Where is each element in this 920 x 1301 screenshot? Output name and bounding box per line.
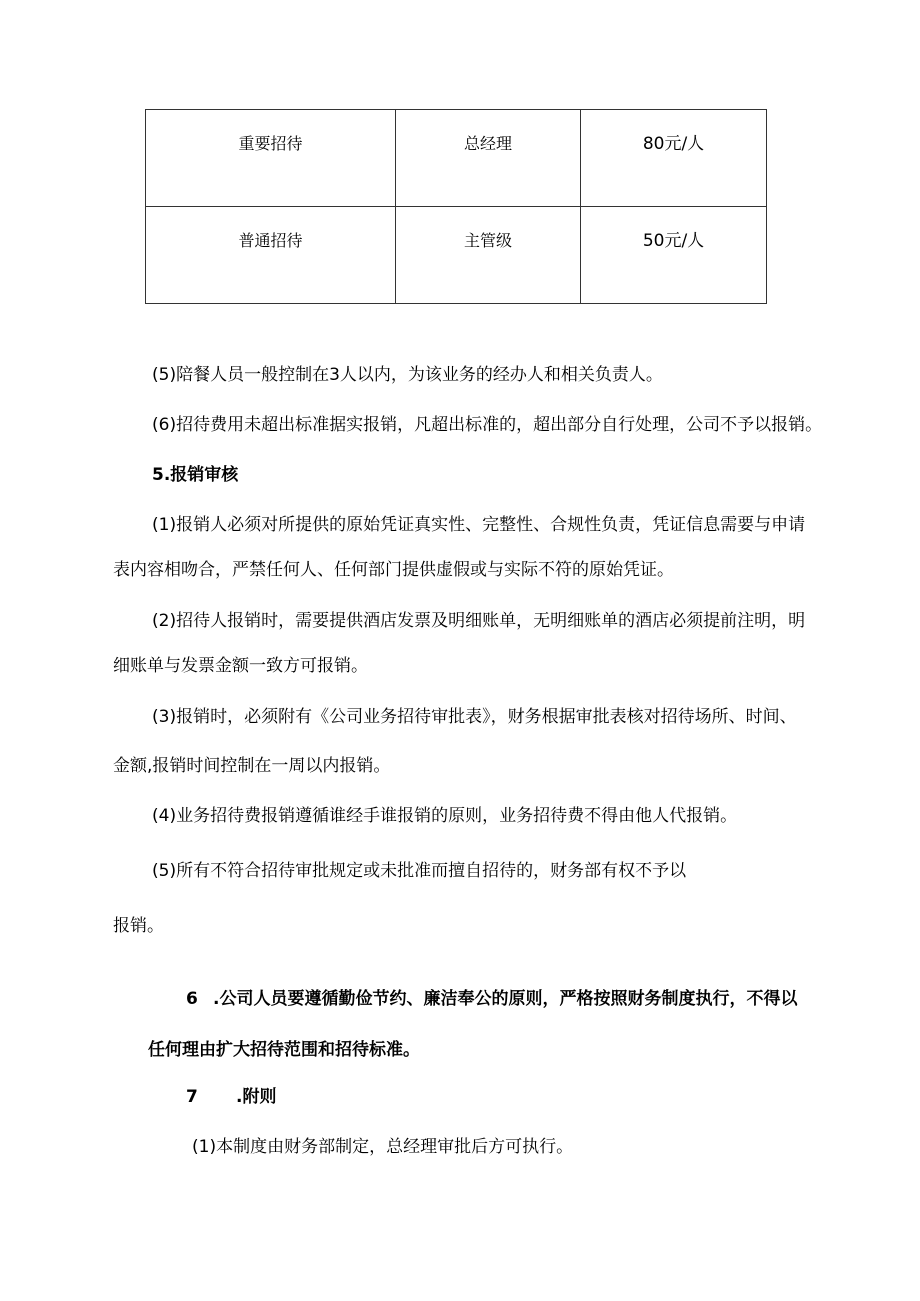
paragraph-r1-line2: 表内容相吻合，严禁任何人、任何部门提供虚假或与实际不符的原始凭证。 (113, 560, 674, 580)
paragraph-f1: (1)本制度由财务部制定，总经理审批后方可执行。 (192, 1137, 574, 1157)
section-number-7: 7 (186, 1087, 198, 1107)
paragraph-r3-line2: 金额,报销时间控制在一周以内报销。 (113, 756, 391, 776)
paragraph-r2-line1: (2)招待人报销时，需要提供酒店发票及明细账单，无明细账单的酒店必须提前注明，明 (152, 611, 806, 631)
table-cell-limit: 50元/人 (581, 207, 767, 304)
table-row (146, 207, 767, 304)
section-heading-6-line1: .公司人员要遵循勤俭节约、廉洁奉公的原则，严格按照财务制度执行，不得以 (213, 989, 798, 1009)
paragraph-6: (6)招待费用未超出标准据实报销，凡超出标准的，超出部分自行处理，公司不予以报销。 (152, 415, 823, 435)
table-cell-type: 重要招待 (146, 110, 396, 207)
paragraph-r1-line1: (1)报销人必须对所提供的原始凭证真实性、完整性、合规性负责，凭证信息需要与申请 (152, 515, 806, 535)
section-heading-5: 5.报销审核 (152, 465, 239, 485)
paragraph-r2-line2: 细账单与发票金额一致方可报销。 (113, 656, 368, 676)
table-cell-level: 总经理 (396, 110, 581, 207)
section-number-6: 6 (186, 989, 198, 1009)
paragraph-r5-line1: (5)所有不符合招待审批规定或未批准而擅自招待的，财务部有权不予以 (152, 861, 687, 881)
table-cell-limit: 80元/人 (581, 110, 767, 207)
table-cell-level: 主管级 (396, 207, 581, 304)
paragraph-5: (5)陪餐人员一般控制在3人以内，为该业务的经办人和相关负责人。 (152, 365, 663, 385)
section-heading-6-line2: 任何理由扩大招待范围和招待标准。 (148, 1040, 420, 1060)
table-row (146, 110, 767, 207)
hospitality-standard-table (145, 109, 767, 304)
paragraph-r3-line1: (3)报销时，必须附有《公司业务招待审批表》，财务根据审批表核对招待场所、时间、 (152, 707, 797, 727)
section-heading-7: .附则 (236, 1087, 277, 1107)
paragraph-r5-line2: 报销。 (113, 916, 164, 936)
table-cell-type: 普通招待 (146, 207, 396, 304)
paragraph-r4: (4)业务招待费报销遵循谁经手谁报销的原则，业务招待费不得由他人代报销。 (152, 806, 738, 826)
